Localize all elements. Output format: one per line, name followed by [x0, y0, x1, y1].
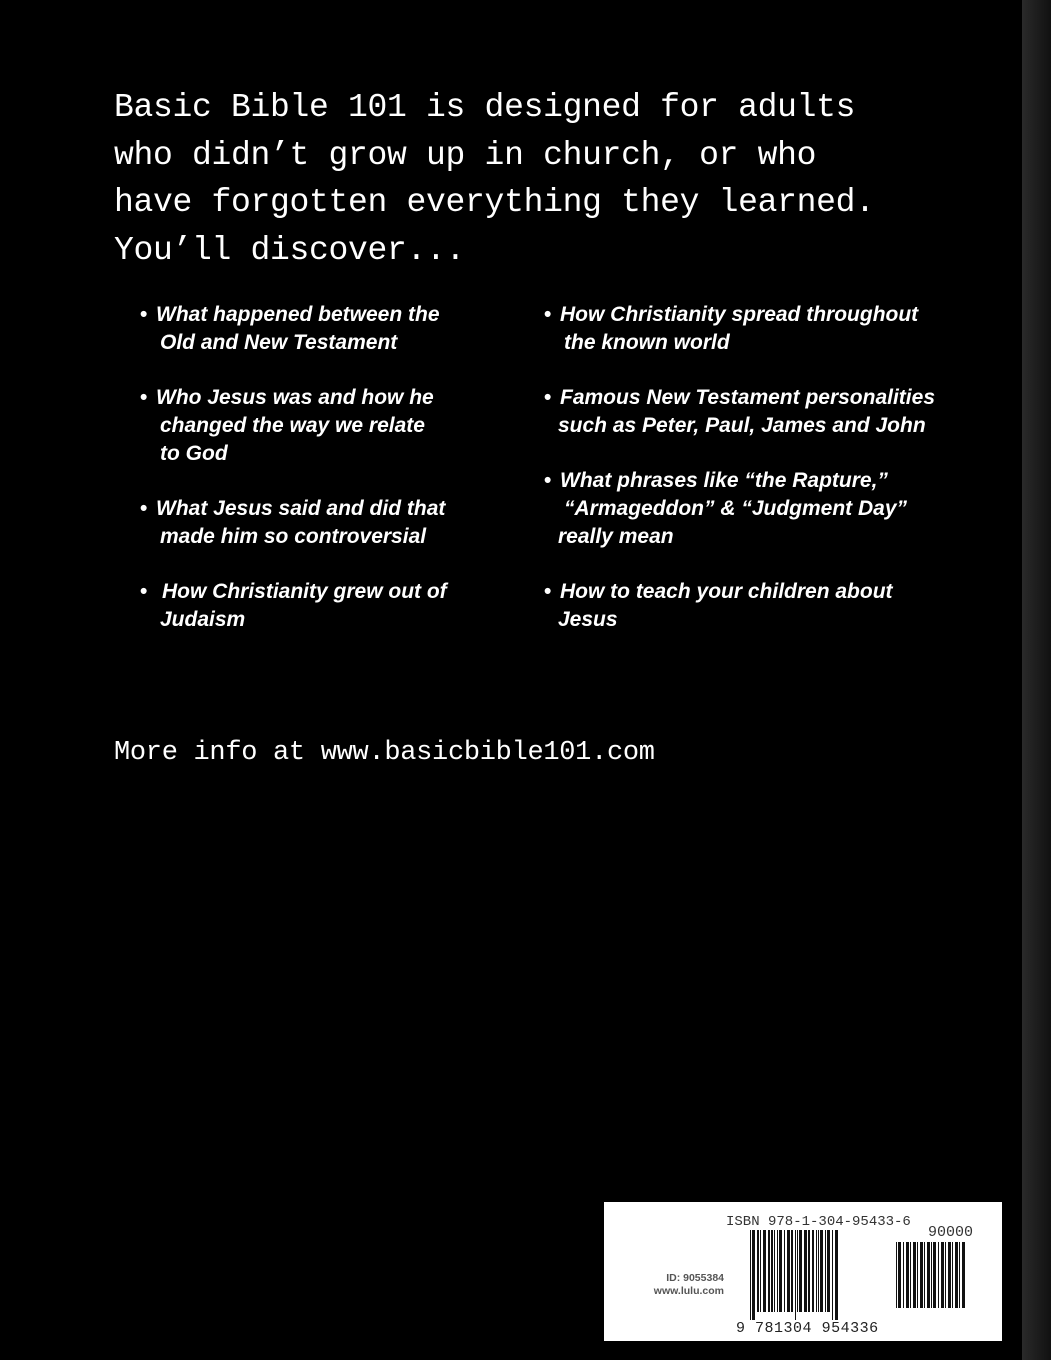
ean-group-2: 954336	[821, 1320, 879, 1337]
barcode-bar	[757, 1230, 759, 1312]
bullet-text: Famous New Testament personalities	[560, 386, 935, 409]
barcode-bar	[797, 1230, 798, 1312]
barcode-bar	[779, 1230, 782, 1312]
barcode-bar	[816, 1230, 817, 1312]
ean5-addon-barcode	[896, 1242, 992, 1324]
bullet-text: How Christianity grew out of	[162, 580, 447, 603]
barcode-bar	[752, 1230, 755, 1320]
barcode-bar	[791, 1230, 793, 1312]
ean13-barcode	[750, 1230, 892, 1320]
publisher-id-line: ID: 9055384	[666, 1272, 724, 1284]
bullet-item	[140, 301, 440, 357]
bullet-text: such as Peter, Paul, James and John	[558, 414, 926, 437]
price-addon-digits: 90000	[928, 1224, 974, 1241]
bullet-text: How to teach your children about	[560, 580, 893, 603]
isbn-number: ISBN 978-1-304-95433-6	[726, 1214, 911, 1230]
bullet-text: Judaism	[160, 608, 246, 631]
bullet-marker: •	[544, 303, 552, 326]
cover-edge	[1022, 0, 1051, 1360]
isbn-barcode-panel	[604, 1202, 1002, 1341]
barcode-bar	[808, 1230, 810, 1312]
barcode-bar	[795, 1230, 796, 1320]
bullet-text: Who Jesus was and how he	[156, 386, 434, 409]
bullet-text: What happened between the	[156, 303, 440, 326]
ean-digits	[736, 1320, 879, 1337]
barcode-bar	[924, 1242, 925, 1308]
barcode-bar	[804, 1230, 807, 1312]
intro-paragraph	[114, 84, 875, 274]
ean-first-digit: 9	[736, 1320, 746, 1337]
bullet-item	[544, 301, 918, 357]
bullet-marker: •	[140, 303, 148, 326]
barcode-bar	[952, 1242, 953, 1308]
intro-line: You’ll discover...	[114, 231, 466, 269]
bullet-item	[140, 384, 434, 468]
barcode-bar	[920, 1242, 923, 1308]
bullet-text: “Armageddon” & “Judgment Day”	[564, 497, 908, 520]
barcode-bar	[913, 1242, 916, 1308]
barcode-bar	[962, 1242, 965, 1308]
bullet-marker: •	[544, 386, 552, 409]
barcode-bar	[774, 1230, 775, 1312]
bullet-text: How Christianity spread throughout	[560, 303, 919, 326]
bullet-text: really mean	[558, 525, 674, 548]
barcode-bar	[903, 1242, 904, 1308]
publisher-id	[612, 1272, 724, 1298]
bullet-text: Jesus	[558, 608, 618, 631]
barcode-bar	[771, 1230, 773, 1312]
barcode-bar	[906, 1242, 909, 1308]
barcode-bar	[898, 1242, 901, 1308]
bullet-marker: •	[140, 386, 148, 409]
barcode-bar	[777, 1230, 778, 1312]
intro-line: Basic Bible 101 is designed for adults	[114, 89, 856, 126]
barcode-bar	[760, 1230, 761, 1312]
bullet-text: made him so controversial	[160, 525, 427, 548]
barcode-bar	[955, 1242, 958, 1308]
bullet-item	[140, 578, 447, 634]
barcode-bar	[799, 1230, 802, 1312]
barcode-bar	[820, 1230, 823, 1312]
publisher-url-line: www.lulu.com	[653, 1285, 724, 1297]
more-info-line: More info at www.basicbible101.com	[114, 738, 655, 768]
barcode-bar	[910, 1242, 911, 1308]
bullet-text: the known world	[564, 331, 730, 354]
barcode-bar	[818, 1230, 819, 1312]
intro-line: who didn’t grow up in church, or who	[114, 136, 817, 174]
barcode-bar	[941, 1242, 944, 1308]
barcode-bar	[825, 1230, 826, 1312]
bullet-item	[544, 467, 907, 551]
barcode-bar	[787, 1230, 790, 1312]
bullet-item	[140, 495, 445, 551]
barcode-bar	[927, 1242, 930, 1308]
barcode-bar	[931, 1242, 932, 1308]
barcode-bar	[812, 1230, 814, 1312]
bullet-item	[544, 578, 893, 634]
barcode-bar	[938, 1242, 939, 1308]
bullet-item	[544, 384, 935, 440]
bullet-marker: •	[544, 469, 552, 492]
barcode-bar	[948, 1242, 951, 1308]
barcode-bar	[896, 1242, 897, 1308]
bullet-text: Old and New Testament	[160, 331, 398, 354]
barcode-bar	[917, 1242, 918, 1308]
barcode-bar	[835, 1230, 838, 1320]
bullet-text: What phrases like “the Rapture,”	[560, 469, 888, 492]
barcode-bar	[768, 1230, 770, 1312]
bullet-marker: •	[544, 580, 552, 603]
barcode-bar	[763, 1230, 766, 1312]
ean-group-1: 781304	[755, 1320, 813, 1337]
intro-line: have forgotten everything they learned.	[114, 184, 875, 221]
barcode-bar	[832, 1230, 833, 1320]
barcode-bar	[784, 1230, 785, 1312]
bullet-marker: •	[140, 497, 148, 520]
bullet-text: to God	[160, 442, 228, 465]
barcode-bar	[933, 1242, 936, 1308]
bullet-text: changed the way we relate	[160, 414, 425, 437]
barcode-bar	[959, 1242, 960, 1308]
barcode-bar	[827, 1230, 830, 1312]
bullet-marker: •	[140, 580, 148, 603]
barcode-bar	[750, 1230, 751, 1320]
barcode-bar	[945, 1242, 946, 1308]
bullet-text: What Jesus said and did that	[156, 497, 446, 520]
